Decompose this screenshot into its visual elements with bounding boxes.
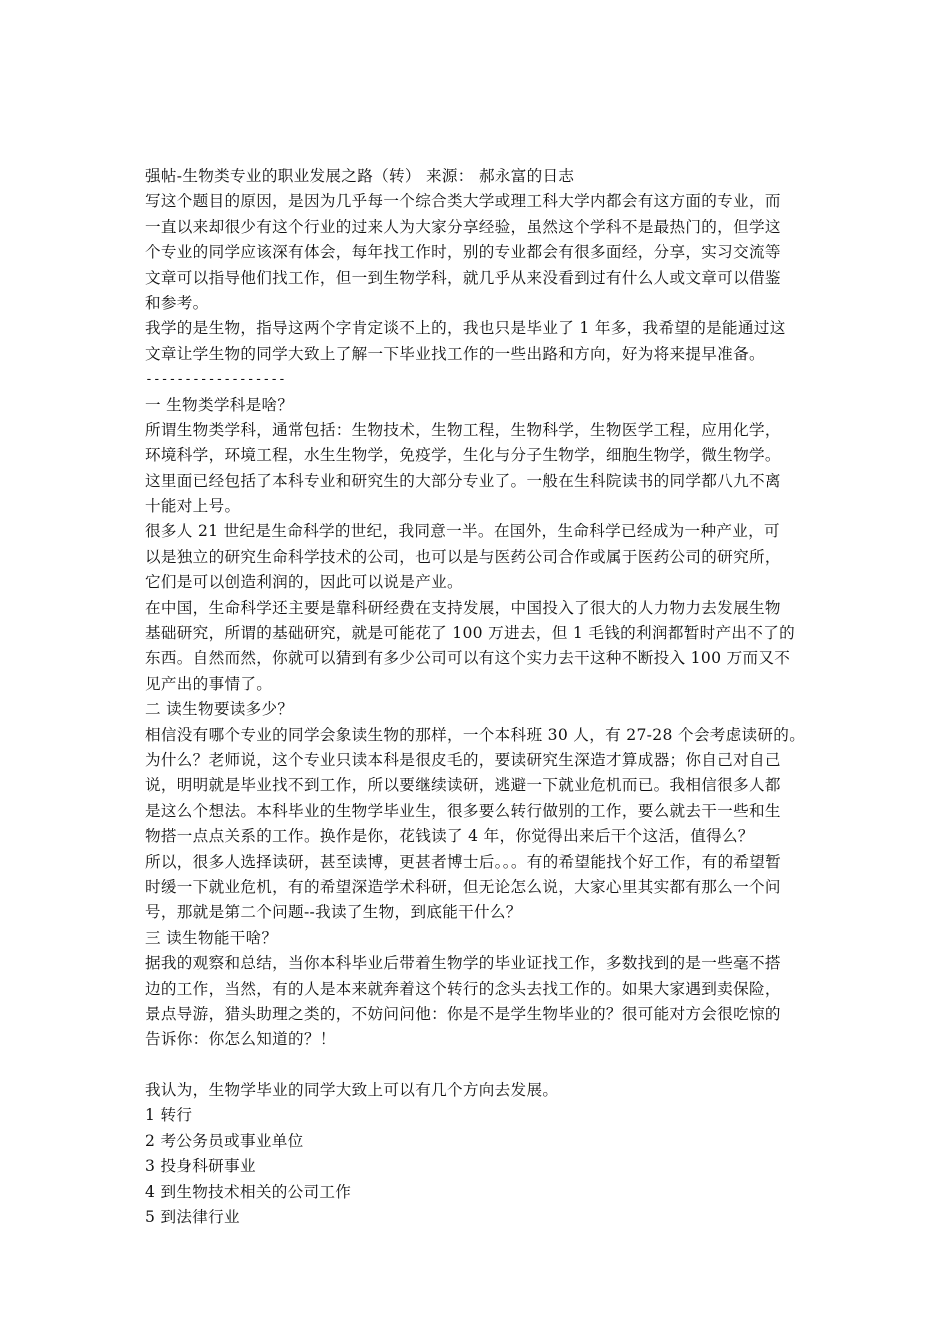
list-item: 5 到法律行业 <box>145 1208 240 1227</box>
paragraph-line: 所以，很多人选择读研，甚至读博，更甚者博士后。。。有的希望能找个好工作，有的希望暂 <box>145 852 782 871</box>
paragraph-line: 相信没有哪个专业的同学会象读生物的那样，一个本科班 30 人，有 27-28 个会考虑读研的。 <box>145 725 806 744</box>
paragraph-line: 和参考。 <box>145 293 209 312</box>
paragraph-line: 基础研究，所谓的基础研究，就是可能花了 100 万进去，但 1 毛钱的利润都暂时产出不了的 <box>145 624 795 643</box>
paragraph-line: 为什么？老师说，这个专业只读本科是很皮毛的，要读研究生深造才算成器；你自己对自己 <box>145 750 781 769</box>
paragraph-line: 时缓一下就业危机，有的希望深造学术科研，但无论怎么说，大家心里其实都有那么一个问 <box>145 877 781 896</box>
paragraph-line: 十能对上号。 <box>145 497 241 516</box>
paragraph-line: 写这个题目的原因，是因为几乎每一个综合类大学或理工科大学内都会有这方面的专业，而 <box>145 192 781 211</box>
paragraph-line: 我学的是生物，指导这两个字肯定谈不上的，我也只是毕业了 1 年多，我希望的是能通过这 <box>145 319 786 338</box>
paragraph-line: 文章让学生物的同学大致上了解一下毕业找工作的一些出路和方向，好为将来提早准备。 <box>145 344 765 363</box>
section-heading: 二 读生物要读多少？ <box>145 700 294 719</box>
section-divider: ------------------ <box>145 372 286 388</box>
paragraph-line: 告诉你：你怎么知道的？！ <box>145 1030 336 1049</box>
paragraph-line: 物搭一点点关系的工作。换作是你，花钱读了 4 年，你觉得出来后干个这活，值得么？ <box>145 827 754 846</box>
list-item: 2 考公务员或事业单位 <box>145 1131 304 1150</box>
paragraph-line: 在中国，生命科学还主要是靠科研经费在支持发展，中国投入了很大的人力物力去发展生物 <box>145 598 781 617</box>
paragraph-line: 个专业的同学应该深有体会，每年找工作时，别的专业都会有很多面经，分享，实习交流等 <box>145 243 781 262</box>
paragraph-line: 是这么个想法。本科毕业的生物学毕业生，很多要么转行做别的工作，要么就去干一些和生 <box>145 801 781 820</box>
paragraph-line: 很多人 21 世纪是生命科学的世纪，我同意一半。在国外，生命科学已经成为一种产业，可 <box>145 522 780 541</box>
section-heading: 三 读生物能干啥？ <box>145 928 278 947</box>
paragraph-line: 号，那就是第二个问题--我读了生物，到底能干什么？ <box>145 903 522 922</box>
paragraph-line: 东西。自然而然，你就可以猜到有多少公司可以有这个实力去干这种不断投入 100 万而又不 <box>145 649 791 668</box>
paragraph-line: 它们是可以创造利润的，因此可以说是产业。 <box>145 573 463 592</box>
paragraph-line: 边的工作，当然，有的人是本来就奔着这个转行的念头去找工作的。如果大家遇到卖保险， <box>145 979 781 998</box>
paragraph-line: 说，明明就是毕业找不到工作，所以要继续读研，逃避一下就业危机而已。我相信很多人都 <box>145 776 781 795</box>
paragraph-line: 以是独立的研究生命科学技术的公司，也可以是与医药公司合作或属于医药公司的研究所， <box>145 547 781 566</box>
blank-line <box>145 1053 810 1078</box>
list-item: 3 投身科研事业 <box>145 1157 256 1176</box>
section-heading: 一 生物类学科是啥？ <box>145 395 294 414</box>
paragraph-line: 所谓生物类学科，通常包括：生物技术，生物工程，生物科学，生物医学工程，应用化学， <box>145 420 781 439</box>
paragraph-line: 文章可以指导他们找工作，但一到生物学科，就几乎从来没看到过有什么人或文章可以借鉴 <box>145 268 781 287</box>
paragraph-line: 这里面已经包括了本科专业和研究生的大部分专业了。一般在生科院读书的同学都八九不离 <box>145 471 781 490</box>
list-item: 1 转行 <box>145 1106 193 1125</box>
list-item: 4 到生物技术相关的公司工作 <box>145 1182 352 1201</box>
paragraph-line: 见产出的事情了。 <box>145 674 273 693</box>
document-title: 强帖-生物类专业的职业发展之路（转） 来源： 郝永富的日志 <box>145 167 575 185</box>
paragraph-line: 我认为，生物学毕业的同学大致上可以有几个方向去发展。 <box>145 1081 559 1100</box>
paragraph-line: 环境科学，环境工程，水生生物学，免疫学，生化与分子生物学，细胞生物学，微生物学。 <box>145 446 781 465</box>
document-body <box>145 164 810 1230</box>
paragraph-line: 景点导游，猎头助理之类的，不妨问问他：你是不是学生物毕业的？很可能对方会很吃惊的 <box>145 1004 781 1023</box>
paragraph-line: 据我的观察和总结，当你本科毕业后带着生物学的毕业证找工作，多数找到的是一些毫不搭 <box>145 954 781 973</box>
paragraph-line: 一直以来却很少有这个行业的过来人为大家分享经验，虽然这个学科不是最热门的，但学这 <box>145 217 781 236</box>
